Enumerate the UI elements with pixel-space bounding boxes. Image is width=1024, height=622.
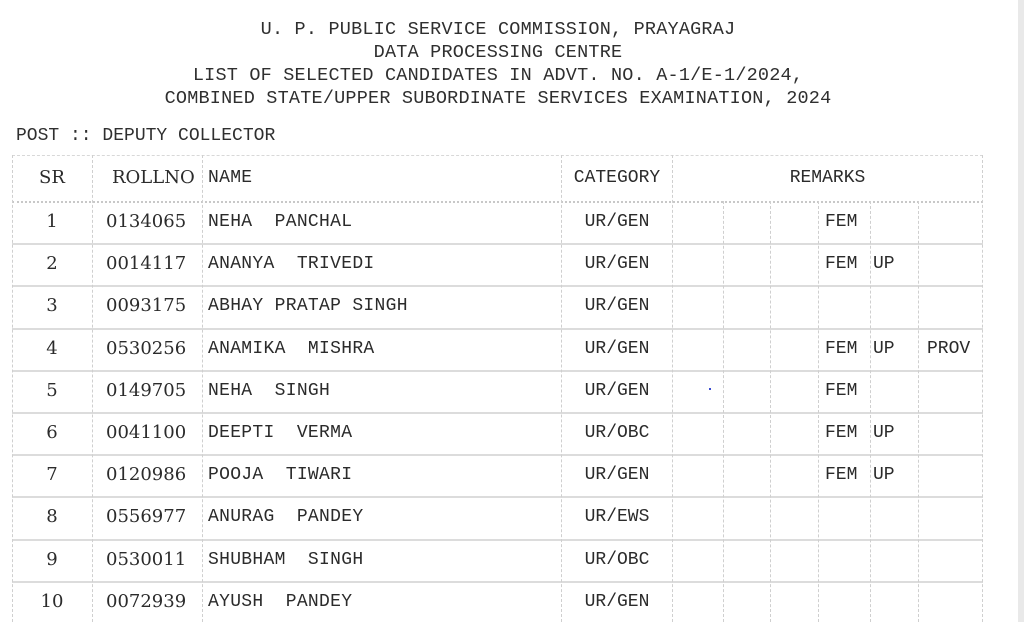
column-divider <box>561 155 562 622</box>
row-separator <box>12 328 983 330</box>
cell-category: UR/GEN <box>584 465 650 486</box>
cell-name: DEEPTI VERMA <box>208 423 353 443</box>
cell-rollno: 0149705 <box>106 379 187 401</box>
cell-rollno: 0014117 <box>106 253 187 275</box>
column-divider <box>818 201 819 622</box>
row-separator <box>12 243 983 245</box>
column-divider <box>672 155 673 622</box>
cell-name: ANANYA TRIVEDI <box>208 254 375 275</box>
row-separator <box>12 581 983 583</box>
cell-rollno: 0134065 <box>106 211 187 232</box>
cell-remark-fem: FEM <box>825 423 858 443</box>
header-separator <box>12 201 983 203</box>
cell-name: ANURAG PANDEY <box>208 507 364 528</box>
cell-remark-fem: FEM <box>825 338 858 359</box>
table-top-border <box>12 155 983 156</box>
cell-remark-fem: FEM <box>825 212 858 232</box>
document-header <box>0 18 996 110</box>
column-header-rollno: ROLLNO <box>112 167 195 188</box>
column-divider <box>92 155 93 622</box>
cell-name: SHUBHAM SINGH <box>208 549 364 570</box>
cell-sr: 7 <box>46 464 58 486</box>
cell-rollno: 0072939 <box>106 590 187 612</box>
cell-remark-fem: FEM <box>825 465 858 486</box>
cell-name: ANAMIKA MISHRA <box>208 338 375 359</box>
column-header-sr: SR <box>39 167 65 188</box>
cell-rollno: 0041100 <box>106 422 187 443</box>
post-label: POST :: DEPUTY COLLECTOR <box>16 126 276 146</box>
cell-sr: 5 <box>46 379 58 401</box>
page-edge-shadow <box>1018 0 1024 622</box>
cell-name: NEHA PANCHAL <box>208 212 353 232</box>
column-header-name: NAME <box>208 168 253 188</box>
cell-category: UR/GEN <box>584 591 650 612</box>
cell-sr: 6 <box>46 422 58 443</box>
cell-rollno: 0556977 <box>106 506 187 528</box>
row-separator <box>12 454 983 456</box>
cell-category: UR/GEN <box>584 254 650 275</box>
row-separator <box>12 285 983 287</box>
column-divider <box>870 201 871 622</box>
header-list-title: LIST OF SELECTED CANDIDATES IN ADVT. NO. A-1/E-1/2024, <box>192 65 804 86</box>
cell-name: NEHA SINGH <box>208 380 331 401</box>
cell-category: UR/GEN <box>584 380 650 401</box>
cell-sr: 8 <box>46 506 58 528</box>
cell-remark-prov: PROV <box>927 338 971 359</box>
ink-speck <box>709 388 711 390</box>
header-centre: DATA PROCESSING CENTRE <box>373 42 623 63</box>
column-divider <box>918 201 919 622</box>
column-divider <box>723 201 724 622</box>
cell-remark-fem: FEM <box>825 254 858 275</box>
cell-name: ABHAY PRATAP SINGH <box>208 296 408 317</box>
cell-name: AYUSH PANDEY <box>208 591 353 612</box>
cell-rollno: 0093175 <box>106 295 187 317</box>
column-header-category: CATEGORY <box>573 168 661 188</box>
cell-rollno: 0530256 <box>106 337 187 359</box>
cell-remark-up: UP <box>873 465 895 486</box>
cell-category: UR/GEN <box>584 296 650 317</box>
cell-rollno: 0530011 <box>106 548 187 570</box>
cell-sr: 9 <box>46 548 58 570</box>
row-separator <box>12 539 983 541</box>
header-commission: U. P. PUBLIC SERVICE COMMISSION, PRAYAGRAJ <box>260 19 736 40</box>
cell-sr: 4 <box>46 337 58 359</box>
cell-category: UR/GEN <box>584 338 650 359</box>
cell-category: UR/EWS <box>584 507 650 528</box>
cell-rollno: 0120986 <box>106 464 187 486</box>
column-divider <box>770 201 771 622</box>
cell-category: UR/OBC <box>584 549 650 570</box>
row-separator <box>12 370 983 372</box>
cell-remark-fem: FEM <box>825 380 858 401</box>
cell-remark-up: UP <box>873 338 895 359</box>
column-header-remarks: REMARKS <box>789 168 866 188</box>
cell-remark-up: UP <box>873 423 895 443</box>
column-divider <box>982 155 983 622</box>
cell-sr: 3 <box>46 295 58 317</box>
cell-name: POOJA TIWARI <box>208 465 353 486</box>
cell-sr: 1 <box>46 211 58 232</box>
selected-candidates-table <box>12 155 983 622</box>
column-divider <box>202 155 203 622</box>
row-separator <box>12 496 983 498</box>
column-divider <box>12 155 13 622</box>
cell-remark-up: UP <box>873 254 895 275</box>
row-separator <box>12 412 983 414</box>
cell-sr: 2 <box>46 253 58 275</box>
cell-category: UR/GEN <box>584 212 650 232</box>
cell-category: UR/OBC <box>584 423 650 443</box>
cell-sr: 10 <box>40 590 64 612</box>
header-exam-title: COMBINED STATE/UPPER SUBORDINATE SERVICES EXAMINATION, 2024 <box>164 88 832 109</box>
